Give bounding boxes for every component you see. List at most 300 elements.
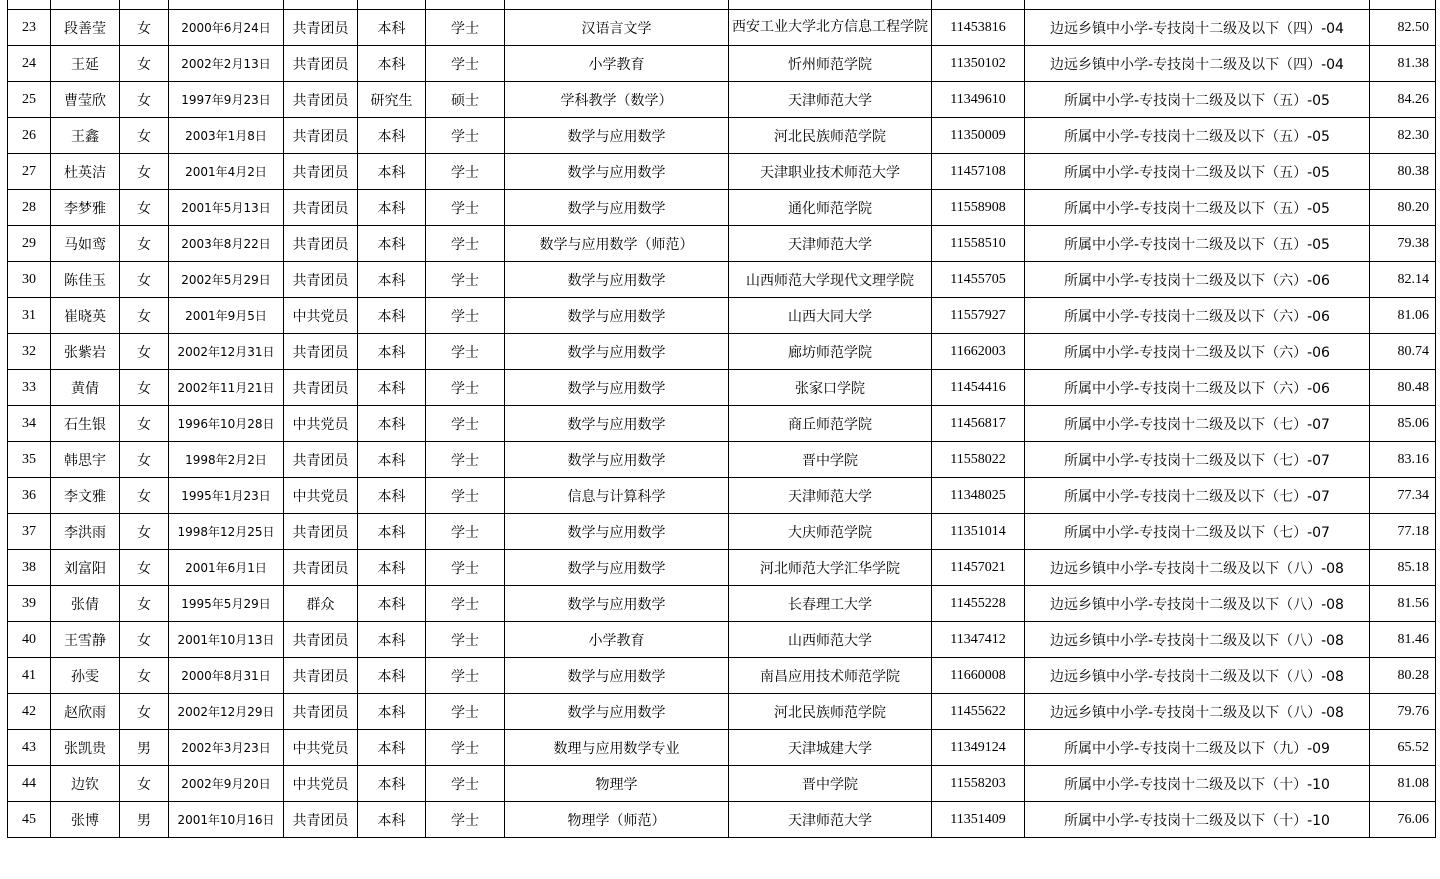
cell-score: 80.74	[1370, 334, 1436, 370]
cell-birth-date: 2001年4月2日	[169, 154, 284, 190]
cell-exam-id: 11455228	[932, 586, 1025, 622]
cell-political-status: 共青团员	[284, 262, 358, 298]
cell-major: 数学与应用数学	[505, 262, 729, 298]
table-row	[8, 514, 1436, 550]
candidate-table	[7, 0, 1436, 838]
cell-birth-date: 2002年11月21日	[169, 370, 284, 406]
cell-degree: 学士	[426, 442, 505, 478]
table-row	[8, 46, 1436, 82]
cell-birth-date	[169, 0, 284, 10]
cell-education: 本科	[358, 694, 426, 730]
cell-education: 本科	[358, 154, 426, 190]
cell-score	[1370, 0, 1436, 10]
cell-position: 所属中小学-专技岗十二级及以下（六）-06	[1025, 262, 1370, 298]
cell-row-number: 34	[8, 406, 51, 442]
table-row	[8, 82, 1436, 118]
cell-education: 本科	[358, 334, 426, 370]
cell-education: 本科	[358, 406, 426, 442]
cell-major: 数学与应用数学	[505, 694, 729, 730]
cell-political-status: 共青团员	[284, 622, 358, 658]
cell-row-number: 27	[8, 154, 51, 190]
cell-university: 河北民族师范学院	[729, 694, 932, 730]
cell-birth-date: 2002年2月13日	[169, 46, 284, 82]
cell-gender: 男	[120, 802, 169, 838]
cell-degree: 学士	[426, 586, 505, 622]
cell-degree: 学士	[426, 190, 505, 226]
cell-education: 本科	[358, 514, 426, 550]
table-row	[8, 118, 1436, 154]
cell-score: 76.06	[1370, 802, 1436, 838]
cell-score: 83.16	[1370, 442, 1436, 478]
cell-education: 本科	[358, 478, 426, 514]
cell-political-status: 共青团员	[284, 370, 358, 406]
cell-education	[358, 0, 426, 10]
cell-degree: 学士	[426, 154, 505, 190]
cell-score: 84.26	[1370, 82, 1436, 118]
cell-education: 本科	[358, 550, 426, 586]
cell-name: 韩思宇	[51, 442, 120, 478]
cell-major: 学科教学（数学）	[505, 82, 729, 118]
cell-gender: 女	[120, 226, 169, 262]
cell-major: 数学与应用数学	[505, 406, 729, 442]
cell-exam-id: 11347412	[932, 622, 1025, 658]
cell-gender: 女	[120, 694, 169, 730]
cell-education: 本科	[358, 118, 426, 154]
cell-position: 边远乡镇中小学-专技岗十二级及以下（四）-04	[1025, 46, 1370, 82]
cell-birth-date: 1998年12月25日	[169, 514, 284, 550]
cell-name: 李梦雅	[51, 190, 120, 226]
cell-name: 李文雅	[51, 478, 120, 514]
cell-degree: 学士	[426, 226, 505, 262]
cell-gender: 女	[120, 370, 169, 406]
cell-education: 本科	[358, 46, 426, 82]
table-row	[8, 262, 1436, 298]
cell-exam-id: 11457108	[932, 154, 1025, 190]
cell-score: 81.46	[1370, 622, 1436, 658]
cell-degree: 硕士	[426, 82, 505, 118]
cell-birth-date: 2000年8月31日	[169, 658, 284, 694]
cell-political-status: 共青团员	[284, 226, 358, 262]
cell-university: 晋中学院	[729, 442, 932, 478]
cell-political-status: 中共党员	[284, 298, 358, 334]
cell-gender: 女	[120, 154, 169, 190]
cell-major: 数学与应用数学	[505, 586, 729, 622]
cell-major: 数学与应用数学	[505, 442, 729, 478]
cell-row-number: 36	[8, 478, 51, 514]
cell-gender: 女	[120, 262, 169, 298]
cell-score: 81.08	[1370, 766, 1436, 802]
cell-name: 张博	[51, 802, 120, 838]
cell-row-number: 39	[8, 586, 51, 622]
cell-major: 小学教育	[505, 46, 729, 82]
cell-degree: 学士	[426, 118, 505, 154]
cell-education: 本科	[358, 766, 426, 802]
cell-gender: 女	[120, 334, 169, 370]
cell-score: 85.06	[1370, 406, 1436, 442]
cell-university: 河北师范大学汇华学院	[729, 550, 932, 586]
cell-political-status: 共青团员	[284, 10, 358, 46]
cell-name: 崔晓英	[51, 298, 120, 334]
cell-degree: 学士	[426, 802, 505, 838]
cell-position: 边远乡镇中小学-专技岗十二级及以下（四）-04	[1025, 10, 1370, 46]
cell-degree: 学士	[426, 370, 505, 406]
cell-position: 所属中小学-专技岗十二级及以下（六）-06	[1025, 298, 1370, 334]
cell-name: 边钦	[51, 766, 120, 802]
cell-birth-date: 2002年5月29日	[169, 262, 284, 298]
cell-birth-date: 2002年9月20日	[169, 766, 284, 802]
table-row	[8, 694, 1436, 730]
cell-exam-id: 11558908	[932, 190, 1025, 226]
cell-name: 石生银	[51, 406, 120, 442]
cell-score: 80.28	[1370, 658, 1436, 694]
cell-political-status: 中共党员	[284, 478, 358, 514]
cell-degree: 学士	[426, 658, 505, 694]
cell-position: 所属中小学-专技岗十二级及以下（七）-07	[1025, 514, 1370, 550]
cell-name: 黄倩	[51, 370, 120, 406]
cell-education: 研究生	[358, 82, 426, 118]
cell-birth-date: 2001年10月13日	[169, 622, 284, 658]
cell-political-status: 共青团员	[284, 190, 358, 226]
cell-birth-date: 1995年1月23日	[169, 478, 284, 514]
cell-row-number: 31	[8, 298, 51, 334]
cell-name: 段善莹	[51, 10, 120, 46]
cell-row-number: 37	[8, 514, 51, 550]
cell-name: 孙雯	[51, 658, 120, 694]
cell-score: 65.52	[1370, 730, 1436, 766]
cell-gender: 女	[120, 190, 169, 226]
cell-score: 82.14	[1370, 262, 1436, 298]
cell-gender: 女	[120, 658, 169, 694]
cell-exam-id: 11457021	[932, 550, 1025, 586]
cell-exam-id	[932, 0, 1025, 10]
cell-birth-date: 2002年12月31日	[169, 334, 284, 370]
cell-degree: 学士	[426, 730, 505, 766]
cell-gender: 女	[120, 550, 169, 586]
cell-political-status: 共青团员	[284, 334, 358, 370]
cell-score: 80.48	[1370, 370, 1436, 406]
cell-score: 82.30	[1370, 118, 1436, 154]
cell-degree: 学士	[426, 46, 505, 82]
cell-political-status: 共青团员	[284, 442, 358, 478]
cell-exam-id: 11351409	[932, 802, 1025, 838]
cell-position	[1025, 0, 1370, 10]
cell-major: 数学与应用数学	[505, 658, 729, 694]
cell-exam-id: 11455705	[932, 262, 1025, 298]
cell-row-number: 35	[8, 442, 51, 478]
table-row	[8, 442, 1436, 478]
cell-score: 82.50	[1370, 10, 1436, 46]
cell-gender: 女	[120, 622, 169, 658]
cell-education: 本科	[358, 586, 426, 622]
cell-university: 西安工业大学北方信息工程学院	[729, 10, 932, 46]
cell-university: 天津师范大学	[729, 478, 932, 514]
cell-row-number: 28	[8, 190, 51, 226]
cell-row-number: 42	[8, 694, 51, 730]
cell-major: 信息与计算科学	[505, 478, 729, 514]
cell-exam-id: 11454416	[932, 370, 1025, 406]
cell-birth-date: 1995年5月29日	[169, 586, 284, 622]
cell-education: 本科	[358, 622, 426, 658]
cell-exam-id: 11350102	[932, 46, 1025, 82]
cell-row-number: 30	[8, 262, 51, 298]
cell-major: 数学与应用数学	[505, 190, 729, 226]
cell-position: 边远乡镇中小学-专技岗十二级及以下（八）-08	[1025, 694, 1370, 730]
cell-education: 本科	[358, 190, 426, 226]
cell-education: 本科	[358, 226, 426, 262]
cell-exam-id: 11662003	[932, 334, 1025, 370]
cell-university: 长春理工大学	[729, 586, 932, 622]
table-row	[8, 154, 1436, 190]
cell-gender: 女	[120, 298, 169, 334]
table-row	[8, 730, 1436, 766]
table-row	[8, 406, 1436, 442]
cell-exam-id: 11558203	[932, 766, 1025, 802]
cell-degree: 学士	[426, 550, 505, 586]
cell-exam-id: 11456817	[932, 406, 1025, 442]
cell-gender: 女	[120, 586, 169, 622]
cell-position: 所属中小学-专技岗十二级及以下（七）-07	[1025, 406, 1370, 442]
cell-exam-id: 11350009	[932, 118, 1025, 154]
cell-degree: 学士	[426, 478, 505, 514]
cell-education: 本科	[358, 370, 426, 406]
cell-position: 所属中小学-专技岗十二级及以下（五）-05	[1025, 118, 1370, 154]
cell-university: 天津城建大学	[729, 730, 932, 766]
cell-gender: 女	[120, 46, 169, 82]
cell-political-status: 共青团员	[284, 658, 358, 694]
cell-position: 所属中小学-专技岗十二级及以下（七）-07	[1025, 478, 1370, 514]
cell-position: 所属中小学-专技岗十二级及以下（七）-07	[1025, 442, 1370, 478]
cell-major: 数学与应用数学	[505, 514, 729, 550]
cell-score: 79.76	[1370, 694, 1436, 730]
table-wrapper	[7, 0, 1436, 838]
cell-major: 数学与应用数学（师范）	[505, 226, 729, 262]
table-row	[8, 658, 1436, 694]
cell-political-status: 共青团员	[284, 82, 358, 118]
cell-university: 通化师范学院	[729, 190, 932, 226]
cell-birth-date: 2002年12月29日	[169, 694, 284, 730]
cell-university: 忻州师范学院	[729, 46, 932, 82]
cell-name: 陈佳玉	[51, 262, 120, 298]
cell-birth-date: 1998年2月2日	[169, 442, 284, 478]
cell-row-number: 25	[8, 82, 51, 118]
cell-birth-date: 2001年6月1日	[169, 550, 284, 586]
cell-major: 汉语言文学	[505, 10, 729, 46]
cell-score: 81.06	[1370, 298, 1436, 334]
cell-row-number: 43	[8, 730, 51, 766]
cell-university: 天津师范大学	[729, 802, 932, 838]
cell-exam-id: 11557927	[932, 298, 1025, 334]
cell-degree	[426, 0, 505, 10]
cell-political-status	[284, 0, 358, 10]
cell-position: 边远乡镇中小学-专技岗十二级及以下（八）-08	[1025, 586, 1370, 622]
cell-major: 数理与应用数学专业	[505, 730, 729, 766]
cell-exam-id: 11453816	[932, 10, 1025, 46]
cell-score: 77.34	[1370, 478, 1436, 514]
cell-row-number: 33	[8, 370, 51, 406]
cell-university: 天津师范大学	[729, 226, 932, 262]
cell-row-number: 38	[8, 550, 51, 586]
table-row	[8, 226, 1436, 262]
cell-row-number: 45	[8, 802, 51, 838]
cell-political-status: 共青团员	[284, 802, 358, 838]
cell-university: 山西大同大学	[729, 298, 932, 334]
cell-exam-id: 11558022	[932, 442, 1025, 478]
cell-major: 小学教育	[505, 622, 729, 658]
cell-gender: 女	[120, 118, 169, 154]
cell-education: 本科	[358, 442, 426, 478]
table-row	[8, 478, 1436, 514]
cell-position: 边远乡镇中小学-专技岗十二级及以下（八）-08	[1025, 622, 1370, 658]
cell-name: 王雪静	[51, 622, 120, 658]
table-row	[8, 370, 1436, 406]
cell-gender: 女	[120, 478, 169, 514]
cell-position: 所属中小学-专技岗十二级及以下（十）-10	[1025, 802, 1370, 838]
cell-exam-id: 11351014	[932, 514, 1025, 550]
cell-position: 所属中小学-专技岗十二级及以下（六）-06	[1025, 334, 1370, 370]
cell-name: 刘富阳	[51, 550, 120, 586]
cell-name: 张凯贵	[51, 730, 120, 766]
cell-position: 所属中小学-专技岗十二级及以下（五）-05	[1025, 190, 1370, 226]
cell-education: 本科	[358, 298, 426, 334]
cell-degree: 学士	[426, 262, 505, 298]
cell-row-number: 24	[8, 46, 51, 82]
cell-position: 所属中小学-专技岗十二级及以下（五）-05	[1025, 226, 1370, 262]
cell-name: 马如鸾	[51, 226, 120, 262]
cell-political-status: 中共党员	[284, 766, 358, 802]
cell-name: 曹莹欣	[51, 82, 120, 118]
cell-birth-date: 2003年8月22日	[169, 226, 284, 262]
cell-political-status: 共青团员	[284, 154, 358, 190]
cell-birth-date: 2003年1月8日	[169, 118, 284, 154]
cell-score: 81.56	[1370, 586, 1436, 622]
cell-major: 物理学	[505, 766, 729, 802]
cell-education: 本科	[358, 10, 426, 46]
cell-exam-id: 11349124	[932, 730, 1025, 766]
cell-row-number: 41	[8, 658, 51, 694]
cell-exam-id: 11349610	[932, 82, 1025, 118]
cell-exam-id: 11660008	[932, 658, 1025, 694]
cell-name: 赵欣雨	[51, 694, 120, 730]
cell-university: 大庆师范学院	[729, 514, 932, 550]
cell-gender: 女	[120, 442, 169, 478]
cell-major: 数学与应用数学	[505, 370, 729, 406]
cell-name: 杜英洁	[51, 154, 120, 190]
table-row	[8, 190, 1436, 226]
cell-education: 本科	[358, 802, 426, 838]
cell-major: 数学与应用数学	[505, 118, 729, 154]
table-row	[8, 10, 1436, 46]
cell-university: 廊坊师范学院	[729, 334, 932, 370]
cell-gender: 女	[120, 406, 169, 442]
table-row	[8, 334, 1436, 370]
cell-score: 80.38	[1370, 154, 1436, 190]
cell-name	[51, 0, 120, 10]
cell-score: 85.18	[1370, 550, 1436, 586]
cell-row-number: 29	[8, 226, 51, 262]
cell-degree: 学士	[426, 514, 505, 550]
cell-major: 数学与应用数学	[505, 154, 729, 190]
cell-political-status: 中共党员	[284, 406, 358, 442]
cell-gender: 男	[120, 730, 169, 766]
cell-political-status: 群众	[284, 586, 358, 622]
cell-birth-date: 2001年10月16日	[169, 802, 284, 838]
cell-name: 张倩	[51, 586, 120, 622]
cell-birth-date: 2001年5月13日	[169, 190, 284, 226]
cell-political-status: 共青团员	[284, 550, 358, 586]
cell-row-number: 26	[8, 118, 51, 154]
cell-degree: 学士	[426, 766, 505, 802]
cell-gender: 女	[120, 766, 169, 802]
cell-political-status: 共青团员	[284, 46, 358, 82]
cell-degree: 学士	[426, 406, 505, 442]
cell-exam-id: 11558510	[932, 226, 1025, 262]
cell-score: 79.38	[1370, 226, 1436, 262]
cell-name: 李洪雨	[51, 514, 120, 550]
cell-degree: 学士	[426, 334, 505, 370]
cell-birth-date: 2002年3月23日	[169, 730, 284, 766]
cell-score: 77.18	[1370, 514, 1436, 550]
cell-political-status: 共青团员	[284, 118, 358, 154]
cell-name: 王鑫	[51, 118, 120, 154]
cell-row-number: 32	[8, 334, 51, 370]
cell-degree: 学士	[426, 298, 505, 334]
cell-score: 81.38	[1370, 46, 1436, 82]
cell-university: 商丘师范学院	[729, 406, 932, 442]
cell-major: 数学与应用数学	[505, 298, 729, 334]
cell-university: 天津职业技术师范大学	[729, 154, 932, 190]
cell-degree: 学士	[426, 694, 505, 730]
cell-gender: 女	[120, 10, 169, 46]
cell-exam-id: 11455622	[932, 694, 1025, 730]
table-row	[8, 802, 1436, 838]
table-row	[8, 622, 1436, 658]
cell-position: 边远乡镇中小学-专技岗十二级及以下（八）-08	[1025, 550, 1370, 586]
cell-degree: 学士	[426, 622, 505, 658]
cell-name: 王延	[51, 46, 120, 82]
cell-score: 80.20	[1370, 190, 1436, 226]
cell-university	[729, 0, 932, 10]
cell-position: 所属中小学-专技岗十二级及以下（六）-06	[1025, 370, 1370, 406]
table-row	[8, 298, 1436, 334]
cell-major: 数学与应用数学	[505, 550, 729, 586]
cell-university: 张家口学院	[729, 370, 932, 406]
cell-political-status: 中共党员	[284, 730, 358, 766]
cell-political-status: 共青团员	[284, 514, 358, 550]
table-row	[8, 586, 1436, 622]
cell-row-number	[8, 0, 51, 10]
cell-row-number: 23	[8, 10, 51, 46]
cell-university: 天津师范大学	[729, 82, 932, 118]
cell-gender	[120, 0, 169, 10]
cell-position: 所属中小学-专技岗十二级及以下（十）-10	[1025, 766, 1370, 802]
cell-row-number: 40	[8, 622, 51, 658]
cell-university: 晋中学院	[729, 766, 932, 802]
cell-row-number: 44	[8, 766, 51, 802]
table-row	[8, 550, 1436, 586]
cell-university: 山西师范大学现代文理学院	[729, 262, 932, 298]
cell-birth-date: 2001年9月5日	[169, 298, 284, 334]
cell-education: 本科	[358, 658, 426, 694]
cell-exam-id: 11348025	[932, 478, 1025, 514]
cell-major	[505, 0, 729, 10]
cell-major: 物理学（师范）	[505, 802, 729, 838]
cell-education: 本科	[358, 262, 426, 298]
cell-birth-date: 1997年9月23日	[169, 82, 284, 118]
cell-degree: 学士	[426, 10, 505, 46]
table-row	[8, 0, 1436, 10]
cell-birth-date: 2000年6月24日	[169, 10, 284, 46]
cell-position: 所属中小学-专技岗十二级及以下（五）-05	[1025, 154, 1370, 190]
